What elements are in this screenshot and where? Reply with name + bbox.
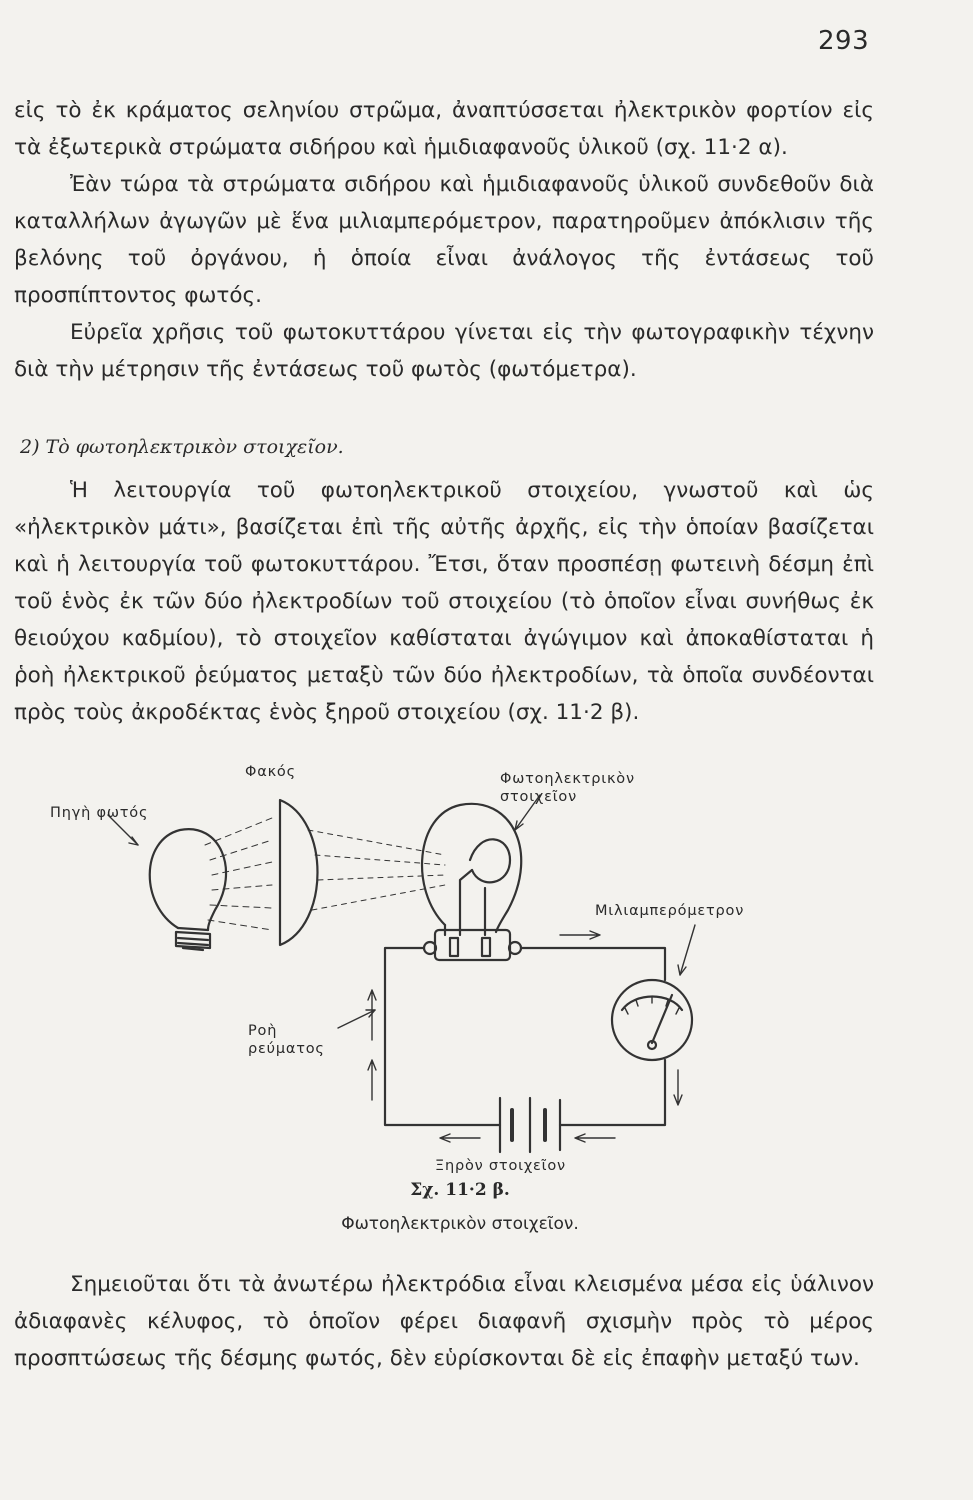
- label-photoelectric-cell: Φωτοηλεκτρικὸν στοιχεῖον: [500, 771, 635, 805]
- label-current-flow: Ροὴ ρεύματος: [248, 1023, 325, 1057]
- section-heading: 2) Τὸ φωτοηλεκτρικὸν στοιχεῖον.: [20, 436, 344, 458]
- milliammeter-icon: [612, 980, 692, 1060]
- current-flow-arrows: [368, 931, 682, 1142]
- closing-text: [14, 1266, 874, 1377]
- photoelectric-cell-icon: [422, 804, 521, 960]
- paragraph-2: Ἐὰν τώρα τὰ στρώματα σιδήρου καὶ ἡμιδιαφανοῦς ὑλικοῦ συνδεθοῦν διὰ καταλλήλων ἀγωγῶν μὲ ἕνα μιλιαμπερόμετρον, παρατηροῦμεν ἀπόκλισιν τῆς βελόνης τοῦ ὀργάνου, ἡ ὁποία εἶναι ἀνάλογος τῆς ἐντάσεως τοῦ προσπίπτοντος φωτός.: [14, 172, 874, 308]
- dry-cell-icon: [500, 1098, 560, 1152]
- section-text: [14, 472, 874, 731]
- paragraph-3: Εὐρεῖα χρῆσις τοῦ φωτοκυττάρου γίνεται εἰς τὴν φωτογραφικὴν τέχνην διὰ τὴν μέτρησιν τῆς ἐντάσεως τοῦ φωτὸς (φωτόμετρα).: [14, 320, 874, 382]
- figure-caption-title: Φωτοηλεκτρικὸν στοιχεῖον.: [341, 1214, 579, 1234]
- label-lens: Φακός: [245, 764, 296, 780]
- section-paragraph: Ἡ λειτουργία τοῦ φωτοηλεκτρικοῦ στοιχείου, γνωστοῦ καὶ ὡς «ἠλεκτρικὸν μάτι», βασίζεται ἐπὶ τῆς αὐτῆς ἀρχῆς, εἰς τὴν ὁποίαν βασίζεται καὶ ἡ λειτουργία τοῦ φωτοκυττάρου. Ἔτσι, ὅταν προσπέσῃ φωτεινὴ δέσμη ἐπὶ τοῦ ἑνὸς ἐκ τῶν δύο ἠλεκτροδίων τοῦ στοιχείου (τὸ ὁποῖον εἶναι συνήθως ἐκ θειούχου καδμίου), τὸ στοιχεῖον καθίσταται ἀγώγιμον καὶ ἀποκαθίσταται ἡ ῥοὴ ἠλεκτρικοῦ ῥεύματος μεταξὺ τῶν δύο ἠλεκτροδίων, τὰ ὁποῖα συνδέονται πρὸς τοὺς ἀκροδέκτας ἑνὸς ξηροῦ στοιχείου (σχ. 11·2 β).: [14, 478, 874, 725]
- label-milliammeter: Μιλιαμπερόμετρον: [595, 903, 745, 919]
- page-number: 293: [818, 26, 870, 56]
- paragraph-1: εἰς τὸ ἐκ κράματος σεληνίου στρῶμα, ἀναπτύσσεται ἠλεκτρικὸν φορτίον εἰς τὰ ἐξωτερικὰ στρώματα σιδήρου καὶ ἡμιδιαφανοῦς ὑλικοῦ (σχ. 11·2 α).: [14, 98, 874, 160]
- intro-text: [14, 92, 874, 388]
- label-dry-cell: Ξηρὸν στοιχεῖον: [435, 1158, 566, 1174]
- lens-icon: [280, 800, 318, 945]
- light-rays: [205, 818, 272, 930]
- circuit-diagram: [40, 760, 880, 1180]
- label-light-source: Πηγὴ φωτός: [50, 805, 149, 821]
- figure-photoelectric-cell: [40, 760, 880, 1260]
- circuit-wires: [385, 948, 665, 1125]
- closing-paragraph: Σημειοῦται ὅτι τὰ ἀνωτέρω ἠλεκτρόδια εἶναι κλεισμένα μέσα εἰς ὑάλινον ἀδιαφανὲς κέλυφος, τὸ ὁποῖον φέρει διαφανῆ σχισμὴν πρὸς τὸ μέρος προσπτώσεως τῆς δέσμης φωτός, δὲν εὑρίσκονται δὲ εἰς ἐπαφὴν μεταξύ των.: [14, 1272, 874, 1371]
- figure-caption-number: Σχ. 11·2 β.: [410, 1180, 510, 1200]
